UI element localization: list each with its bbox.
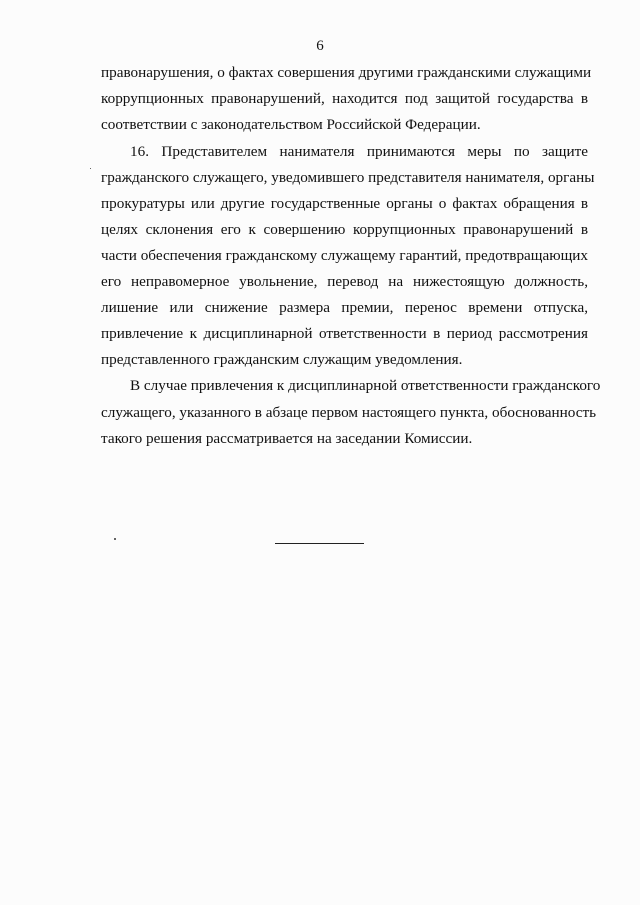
text-line: 16. Представителем нанимателя принимаются меры по защите [130,143,588,160]
end-separator-line [275,543,364,544]
text-line: гражданского служащего, уведомившего представителя нанимателя, органы [101,169,595,186]
text-line: правонарушения, о фактах совершения другими гражданскими служащими [101,64,592,81]
text-line: прокуратуры или другие государственные органы о фактах обращения в [101,195,588,212]
text-line: соответствии с законодательством Российской Федерации. [101,116,481,133]
text-line: привлечение к дисциплинарной ответственности в период рассмотрения [101,325,588,342]
text-line: его неправомерное увольнение, перевод на нижестоящую должность, [101,273,588,290]
text-line: представленного гражданским служащим уведомления. [101,351,463,368]
text-line: целях склонения его к совершению коррупционных правонарушений в [101,221,588,238]
text-line: коррупционных правонарушений, находится под защитой государства в [101,90,588,107]
scan-speck [114,538,116,540]
text-line: части обеспечения гражданскому служащему гарантий, предотвращающих [101,247,588,264]
text-line: В случае привлечения к дисциплинарной ответственности гражданского [130,377,601,394]
text-line: служащего, указанного в абзаце первом настоящего пункта, обоснованность [101,404,597,421]
scan-speck [90,168,91,169]
text-line: такого решения рассматривается на заседании Комиссии. [101,430,473,447]
page-number: 6 [316,38,324,54]
text-line: лишение или снижение размера премии, перенос времени отпуска, [101,299,588,316]
